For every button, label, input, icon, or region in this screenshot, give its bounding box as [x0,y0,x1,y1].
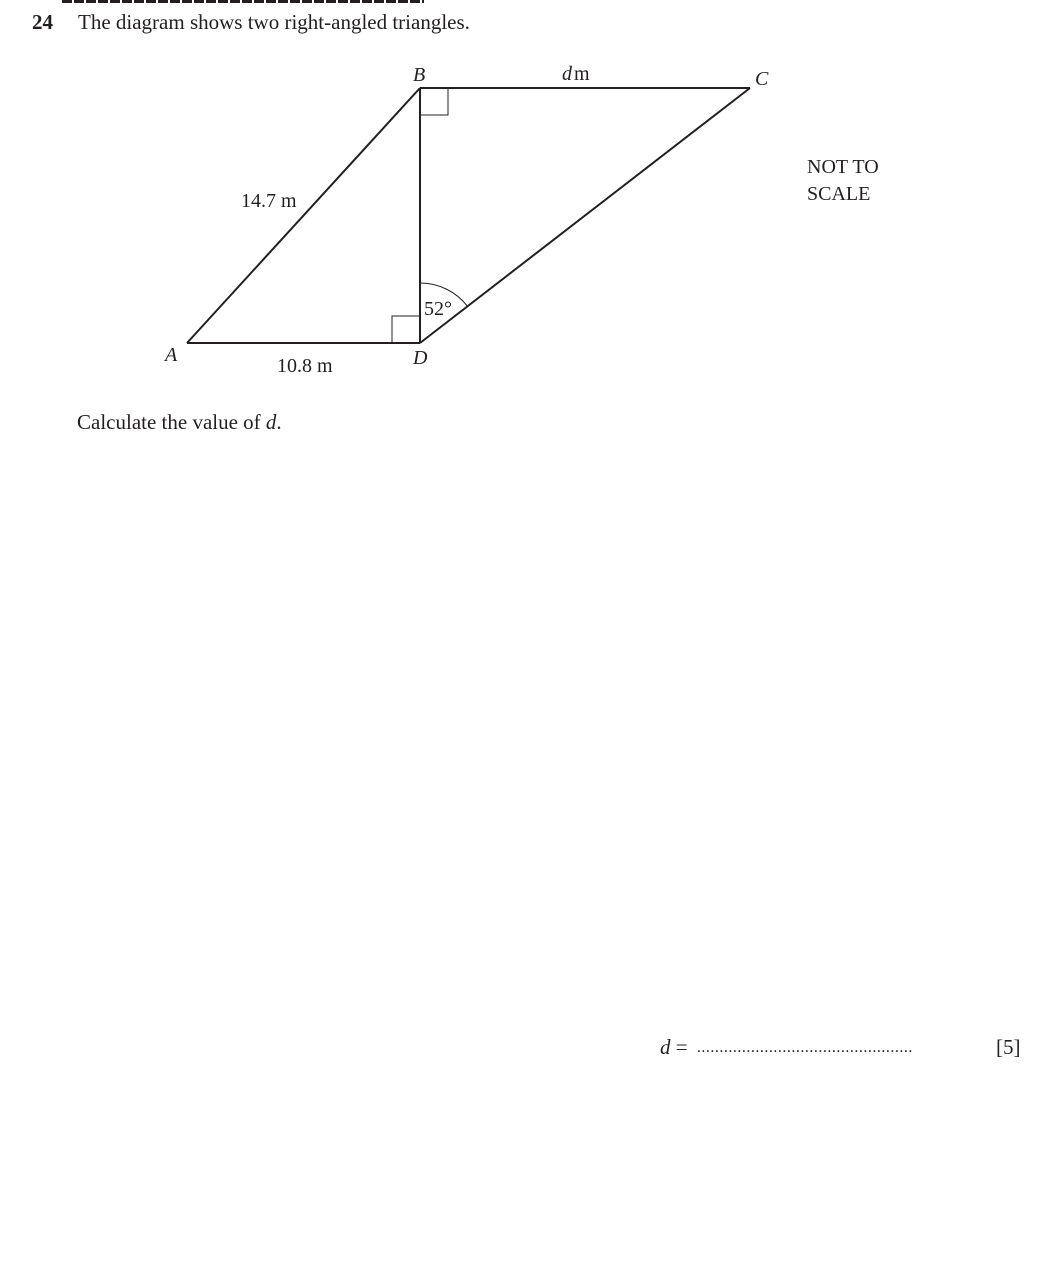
side-ab [187,88,420,343]
not-to-scale-line-2: SCALE [807,183,871,205]
answer-equals: = [675,1035,688,1059]
not-to-scale-line-1: NOT TO [807,156,879,178]
label-bc-var: d [562,63,572,85]
vertex-a: A [165,344,178,366]
instruction-prefix: Calculate the value of [77,410,266,434]
answer-var: d [660,1035,671,1059]
answer-line[interactable] [660,1035,913,1060]
label-bc [562,63,590,85]
instruction-suffix: . [276,410,282,434]
vertex-b: B [413,64,426,86]
vertex-d: D [413,347,428,369]
instruction [77,410,282,435]
right-angle-d [392,316,420,343]
label-ad: 10.8 m [277,355,333,377]
answer-dots[interactable]: ................................................ [696,1039,913,1056]
right-angle-b [420,88,448,115]
label-bc-unit: m [574,63,590,85]
question-text: The diagram shows two right-angled triangles. [78,10,470,34]
instruction-var: d [265,410,277,434]
triangle-diagram [0,0,1056,400]
label-angle: 52° [424,298,452,320]
side-dc [420,88,750,343]
marks: [5] [996,1035,1021,1059]
label-ab: 14.7 m [241,190,297,212]
question-number: 24 [32,10,53,34]
vertex-c: C [755,68,769,90]
